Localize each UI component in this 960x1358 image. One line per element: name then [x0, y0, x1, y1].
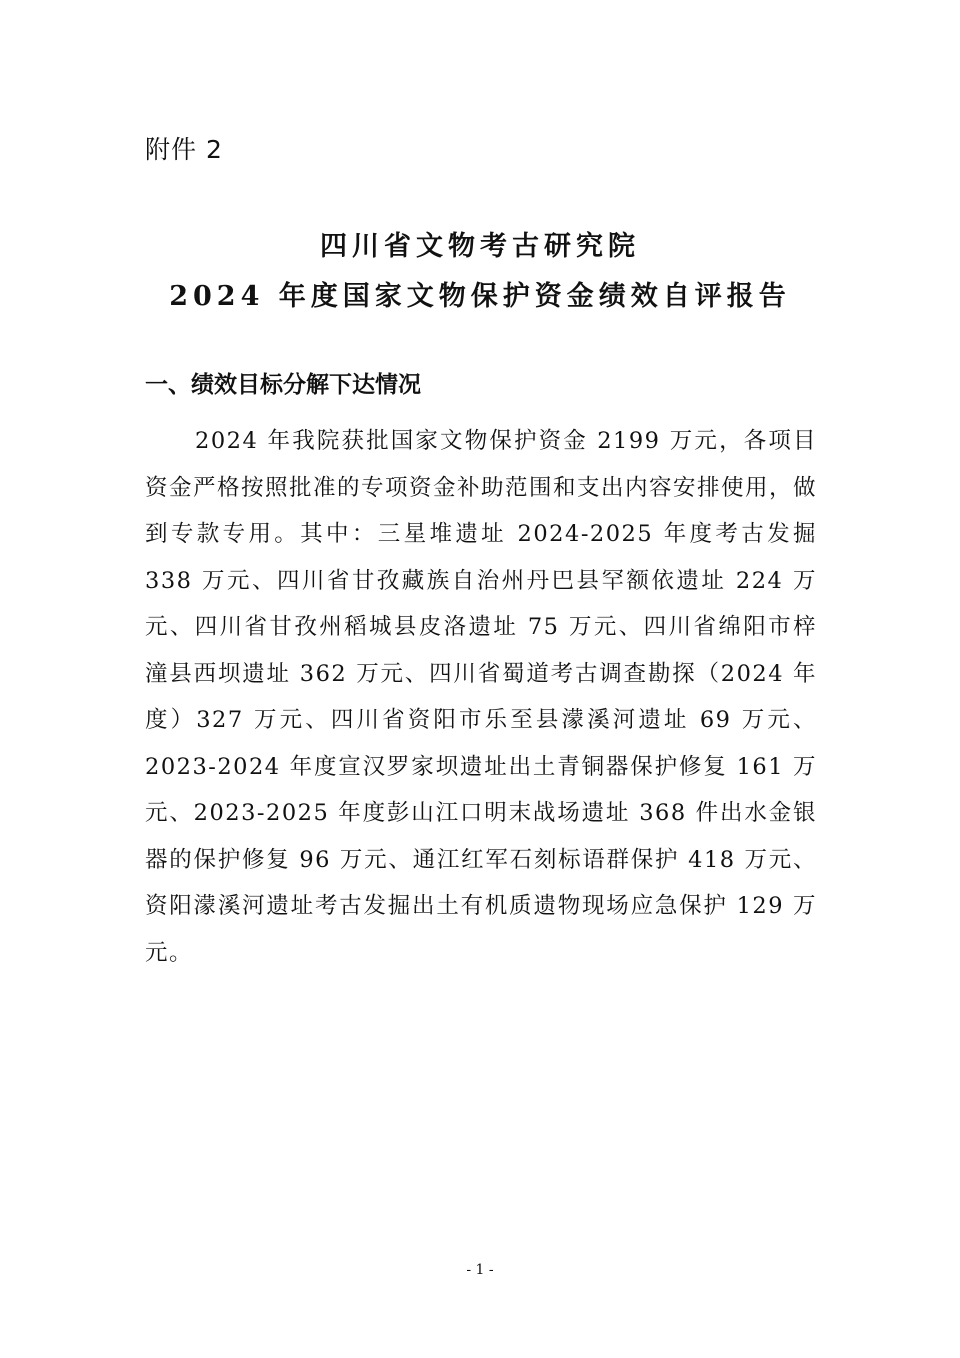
body-paragraph: 2024 年我院获批国家文物保护资金 2199 万元，各项目资金严格按照批准的专项资金补助范围和支出内容安排使用，做到专款专用。其中：三星堆遗址 2024-2025 年度考古发掘 338 万元、四川省甘孜藏族自治州丹巴县罕额依遗址 224 万元、四川省甘孜州稻城县皮洛遗址 75 万元、四川省绵阳市梓潼县西坝遗址 362 万元、四川省蜀道考古调查勘探（2024 年度）327 万元、四川省资阳市乐至县濛溪河遗址 69 万元、2023-2024 年度宣汉罗家坝遗址出土青铜器保护修复 161 万元、2023-2025 年度彭山江口明末战场遗址 368 件出水金银器的保护修复 96 万元、通江红军石刻标语群保护 418 万元、资阳濛溪河遗址考古发掘出土有机质遗物现场应急保护 129 万元。: [145, 428, 818, 966]
report-title-line-1: 四川省文物考古研究院: [320, 231, 640, 262]
report-title-line-2: 2024 年度国家文物保护资金绩效自评报告: [169, 281, 791, 312]
section-heading: 一、绩效目标分解下达情况: [145, 372, 421, 398]
attachment-label: 附件 2: [145, 135, 223, 164]
page-number: - 1 -: [466, 1262, 494, 1278]
